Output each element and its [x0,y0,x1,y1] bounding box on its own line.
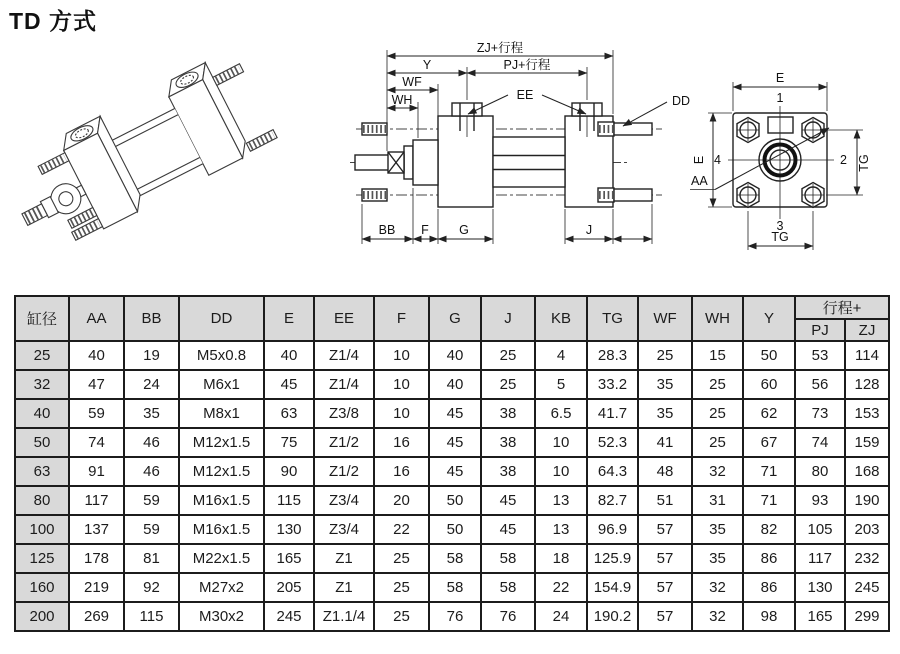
tie-rod [614,123,652,135]
table-cell: 25 [374,573,429,602]
table-cell: Z3/4 [314,515,374,544]
table-cell: 125.9 [587,544,638,573]
table-cell: 59 [69,399,124,428]
dim-label-wf: WF [402,75,422,89]
dim-label-e-top: E [775,71,785,85]
head-cap-section [438,116,493,207]
table-cell: 19 [124,341,179,370]
column-header-bb: BB [124,296,179,341]
table-cell: 45 [481,515,535,544]
table-cell: 28.3 [587,341,638,370]
table-cell: 59 [124,515,179,544]
table-cell: 93 [795,486,845,515]
port-slot [768,117,793,133]
table-header-row-1 [15,296,889,319]
table-cell: 154.9 [587,573,638,602]
dim-label-g: G [459,223,469,237]
table-cell: 190.2 [587,602,638,631]
table-cell: 57 [638,573,692,602]
table-cell: 96.9 [587,515,638,544]
table-cell: M16x1.5 [179,486,264,515]
dim-label-y: Y [422,58,432,72]
row-header-bore: 125 [15,544,69,573]
table-cell: 63 [264,399,314,428]
table-cell: 35 [638,399,692,428]
table-cell: 115 [264,486,314,515]
table-cell: 58 [429,573,481,602]
table-cell: 35 [692,515,743,544]
tie-rod-stub [362,123,387,135]
table-cell: Z3/8 [314,399,374,428]
table-cell: 98 [743,602,795,631]
table-cell: 40 [264,341,314,370]
table-cell: 67 [743,428,795,457]
table-cell: M12x1.5 [179,428,264,457]
dimensions-table [14,295,890,632]
table-row [15,544,889,573]
table-cell: 10 [374,370,429,399]
table-cell: 45 [429,399,481,428]
table-cell: M16x1.5 [179,515,264,544]
column-header-y: Y [743,296,795,341]
table-cell: 52.3 [587,428,638,457]
table-cell: 80 [795,457,845,486]
table-cell: 269 [69,602,124,631]
table-cell: 22 [374,515,429,544]
table-cell: 159 [845,428,889,457]
table-header [15,296,889,341]
table-cell: 232 [845,544,889,573]
table-cell: 24 [124,370,179,399]
tube-section [493,137,565,187]
table-cell: 38 [481,457,535,486]
column-header-zj: ZJ [845,319,889,341]
table-cell: 46 [124,428,179,457]
table-cell: 45 [429,428,481,457]
table-cell: 18 [535,544,587,573]
port-number-2: 2 [840,153,847,167]
table-cell: 117 [795,544,845,573]
table-row [15,428,889,457]
table-cell: 58 [429,544,481,573]
table-cell: 165 [264,544,314,573]
port-number-3: 3 [776,219,784,233]
dim-label-ee: EE [516,88,534,102]
row-header-bore: 100 [15,515,69,544]
dim-label-f: F [421,223,429,237]
table-cell: 73 [795,399,845,428]
table-cell: Z1/4 [314,370,374,399]
table-cell: 13 [535,486,587,515]
table-cell: M30x2 [179,602,264,631]
table-cell: M6x1 [179,370,264,399]
table-cell: 16 [374,428,429,457]
table-cell: Z1/2 [314,457,374,486]
column-header-tg: TG [587,296,638,341]
dim-label-tg-right: TG [857,154,871,172]
dim-label-e-left: E [692,155,706,165]
table-row [15,457,889,486]
column-header-aa: AA [69,296,124,341]
dim-label-aa: AA [691,174,708,188]
table-cell: 245 [845,573,889,602]
table-cell: 50 [429,515,481,544]
column-header-ee: EE [314,296,374,341]
table-cell: 45 [429,457,481,486]
table-cell: 86 [743,573,795,602]
column-header-pj: PJ [795,319,845,341]
table-cell: Z1/4 [314,341,374,370]
bolt-icon [737,118,759,143]
table-cell: 4 [535,341,587,370]
table-cell: Z1 [314,573,374,602]
table-cell: 105 [795,515,845,544]
table-cell: 35 [692,544,743,573]
table-cell: 219 [69,573,124,602]
table-cell: 40 [429,341,481,370]
table-cell: 60 [743,370,795,399]
table-cell: 32 [692,573,743,602]
end-view-drawing [688,56,900,258]
table-cell: 25 [692,399,743,428]
table-cell: 25 [692,428,743,457]
table-cell: 16 [374,457,429,486]
table-cell: 10 [374,399,429,428]
dim-label-pj: PJ+行程 [503,58,551,72]
row-header-bore: 50 [15,428,69,457]
column-header-wf: WF [638,296,692,341]
table-cell: M12x1.5 [179,457,264,486]
dim-label-bb: BB [378,223,396,237]
table-cell: 20 [374,486,429,515]
table-cell: 53 [795,341,845,370]
table-cell: 22 [535,573,587,602]
table-cell: 59 [124,486,179,515]
table-cell: 153 [845,399,889,428]
table-cell: 74 [795,428,845,457]
table-cell: 130 [264,515,314,544]
bolt-icon [737,183,759,208]
table-body [15,341,889,631]
table-cell: 48 [638,457,692,486]
table-cell: 71 [743,457,795,486]
table-cell: 24 [535,602,587,631]
table-cell: 15 [692,341,743,370]
table-cell: 117 [69,486,124,515]
table-cell: 10 [535,428,587,457]
table-cell: 50 [743,341,795,370]
column-header-stroke-group: 行程+ [795,296,889,319]
table-cell: 178 [69,544,124,573]
table-cell: 86 [743,544,795,573]
table-cell: M27x2 [179,573,264,602]
row-header-bore: 80 [15,486,69,515]
row-header-bore: 200 [15,602,69,631]
bolt-icon [802,183,824,208]
dim-label-dd: DD [672,94,691,108]
table-cell: 92 [124,573,179,602]
table-cell: 41.7 [587,399,638,428]
tie-rod [614,189,652,201]
table-cell: 33.2 [587,370,638,399]
table-cell: Z1 [314,544,374,573]
page-title: TD 方式 [9,8,98,34]
row-header-bore: 160 [15,573,69,602]
table-cell: 165 [795,602,845,631]
dim-label-tg-bottom: TG [771,230,789,244]
table-cell: 81 [124,544,179,573]
dim-label-j: J [585,223,593,237]
table-cell: 57 [638,602,692,631]
table-cell: 130 [795,573,845,602]
gland-plate [404,146,413,179]
table-cell: 91 [69,457,124,486]
table-cell: 45 [481,486,535,515]
table-cell: 56 [795,370,845,399]
port-number-1: 1 [776,91,784,105]
table-cell: 76 [429,602,481,631]
table-cell: 50 [429,486,481,515]
column-header-e: E [264,296,314,341]
side-section-drawing [350,38,710,258]
row-header-bore: 25 [15,341,69,370]
table-cell: 25 [481,370,535,399]
table-cell: M8x1 [179,399,264,428]
table-cell: 115 [124,602,179,631]
table-cell: 58 [481,544,535,573]
table-cell: 74 [69,428,124,457]
table-cell: 25 [692,370,743,399]
table-cell: 25 [638,341,692,370]
table-cell: 6.5 [535,399,587,428]
table-cell: 71 [743,486,795,515]
table-cell: 62 [743,399,795,428]
table-row [15,399,889,428]
table-cell: 203 [845,515,889,544]
table-cell: 10 [374,341,429,370]
table-cell: M5x0.8 [179,341,264,370]
table-cell: 299 [845,602,889,631]
table-cell: Z3/4 [314,486,374,515]
table-cell: 82 [743,515,795,544]
column-header-f: F [374,296,429,341]
table-cell: Z1.1/4 [314,602,374,631]
table-cell: 76 [481,602,535,631]
dim-label-zj: ZJ+行程 [476,41,524,55]
bolt-icon [802,118,824,143]
column-header-g: G [429,296,481,341]
table-cell: 58 [481,573,535,602]
table-cell: 32 [692,457,743,486]
table-row [15,370,889,399]
row-header-bore: 63 [15,457,69,486]
table-cell: 35 [124,399,179,428]
table-cell: Z1/2 [314,428,374,457]
table-cell: 82.7 [587,486,638,515]
table-cell: 137 [69,515,124,544]
table-cell: 13 [535,515,587,544]
tie-rod-stub [362,189,387,201]
table-cell: 64.3 [587,457,638,486]
table-cell: 205 [264,573,314,602]
table-cell: 57 [638,544,692,573]
table-cell: 25 [481,341,535,370]
table-cell: 168 [845,457,889,486]
table-cell: 114 [845,341,889,370]
table-cell: 35 [638,370,692,399]
row-header-bore: 32 [15,370,69,399]
table-cell: 245 [264,602,314,631]
table-cell: 25 [374,602,429,631]
table-cell: 25 [374,544,429,573]
row-header-bore: 40 [15,399,69,428]
column-header-bore: 缸径 [15,296,69,341]
table-cell: 10 [535,457,587,486]
column-header-kb: KB [535,296,587,341]
isometric-cylinder-drawing [18,46,283,246]
table-cell: 32 [692,602,743,631]
table-cell: 57 [638,515,692,544]
table-cell: 40 [429,370,481,399]
table-cell: M22x1.5 [179,544,264,573]
table-cell: 45 [264,370,314,399]
table-row [15,341,889,370]
dim-label-wh: WH [391,93,413,107]
table-cell: 38 [481,428,535,457]
column-header-wh: WH [692,296,743,341]
table-cell: 41 [638,428,692,457]
table-row [15,602,889,631]
table-cell: 190 [845,486,889,515]
table-row [15,515,889,544]
table-row [15,573,889,602]
column-header-j: J [481,296,535,341]
column-header-dd: DD [179,296,264,341]
table-cell: 46 [124,457,179,486]
table-cell: 75 [264,428,314,457]
table-cell: 40 [69,341,124,370]
table-row [15,486,889,515]
gland-flange [413,140,438,185]
table-cell: 31 [692,486,743,515]
table-cell: 51 [638,486,692,515]
table-cell: 38 [481,399,535,428]
table-cell: 5 [535,370,587,399]
table-cell: 128 [845,370,889,399]
table-cell: 90 [264,457,314,486]
port-number-4: 4 [714,153,721,167]
table-cell: 47 [69,370,124,399]
